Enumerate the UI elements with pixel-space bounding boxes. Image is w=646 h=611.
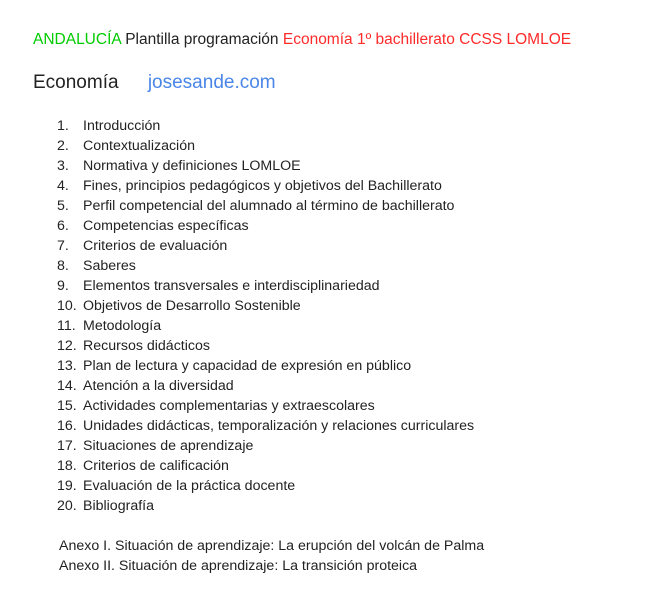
toc-item-number: 13. <box>57 358 77 374</box>
toc-item-label: Fines, principios pedagógicos y objetivos del Bachillerato <box>83 178 442 194</box>
toc-item-number: 10. <box>57 298 77 314</box>
toc-item <box>57 176 474 196</box>
toc-item <box>57 476 474 496</box>
toc-item-number: 4. <box>57 178 69 194</box>
annex-item: Anexo I. Situación de aprendizaje: La erupción del volcán de Palma <box>59 538 485 554</box>
toc-item-label: Introducción <box>83 118 161 134</box>
toc-item-number: 14. <box>57 378 77 394</box>
toc-item-number: 11. <box>57 318 76 334</box>
toc-item-label: Competencias específicas <box>83 218 249 234</box>
toc-item <box>57 456 474 476</box>
toc-item <box>57 336 474 356</box>
document-header <box>33 31 571 49</box>
toc-item-number: 1. <box>57 118 69 134</box>
annex-list <box>59 536 484 576</box>
toc-item-label: Actividades complementarias y extraescolares <box>83 398 375 414</box>
toc-item-label: Contextualización <box>83 138 195 154</box>
header-template: Plantilla programación <box>125 31 279 48</box>
toc-item-label: Plan de lectura y capacidad de expresión en público <box>83 358 412 374</box>
toc-item-label: Evaluación de la práctica docente <box>83 478 296 494</box>
document-title <box>33 72 276 94</box>
toc-item <box>57 416 474 436</box>
toc-item <box>57 316 474 336</box>
toc-item-label: Unidades didácticas, temporalización y relaciones curriculares <box>83 418 475 434</box>
toc-item <box>57 196 474 216</box>
toc-item-number: 6. <box>57 218 69 234</box>
toc-item-label: Normativa y definiciones LOMLOE <box>83 158 301 174</box>
header-region: ANDALUCÍA <box>33 31 121 48</box>
toc-item-label: Atención a la diversidad <box>83 378 234 394</box>
toc-item-label: Situaciones de aprendizaje <box>83 438 254 454</box>
toc-item-number: 7. <box>57 238 69 254</box>
toc-item-number: 5. <box>57 198 69 214</box>
toc-item-number: 16. <box>57 418 77 434</box>
website-link[interactable]: josesande.com <box>147 72 276 93</box>
toc-item <box>57 296 474 316</box>
toc-item <box>57 256 474 276</box>
toc-item-label: Elementos transversales e interdisciplinariedad <box>83 278 380 294</box>
toc-item-label: Metodología <box>83 318 162 334</box>
toc-item <box>57 136 474 156</box>
toc-item <box>57 276 474 296</box>
toc-item <box>57 216 474 236</box>
toc-item-label: Objetivos de Desarrollo Sostenible <box>83 298 301 314</box>
toc-item-number: 15. <box>57 398 77 414</box>
toc-item <box>57 436 474 456</box>
toc-item-number: 8. <box>57 258 69 274</box>
toc-item <box>57 236 474 256</box>
toc-item-label: Perfil competencial del alumnado al término de bachillerato <box>83 198 455 214</box>
toc-item-label: Recursos didácticos <box>83 338 210 354</box>
table-of-contents <box>57 116 474 516</box>
toc-item <box>57 496 474 516</box>
title-text: Economía <box>33 72 119 93</box>
toc-item-number: 3. <box>57 158 69 174</box>
toc-item <box>57 356 474 376</box>
toc-item-label: Bibliografía <box>83 498 154 514</box>
toc-item-label: Saberes <box>83 258 136 274</box>
toc-item <box>57 376 474 396</box>
toc-item-label: Criterios de evaluación <box>83 238 228 254</box>
toc-item-number: 18. <box>57 458 77 474</box>
toc-item-number: 20. <box>57 498 77 514</box>
toc-item-label: Criterios de calificación <box>83 458 229 474</box>
header-subject: Economía 1º bachillerato CCSS LOMLOE <box>282 31 572 48</box>
toc-item <box>57 156 474 176</box>
toc-item <box>57 116 474 136</box>
toc-item-number: 2. <box>57 138 69 154</box>
toc-item <box>57 396 474 416</box>
toc-item-number: 12. <box>57 338 77 354</box>
toc-item-number: 17. <box>57 438 77 454</box>
toc-item-number: 19. <box>57 478 77 494</box>
annex-item: Anexo II. Situación de aprendizaje: La transición proteica <box>59 558 418 574</box>
toc-item-number: 9. <box>57 278 69 294</box>
